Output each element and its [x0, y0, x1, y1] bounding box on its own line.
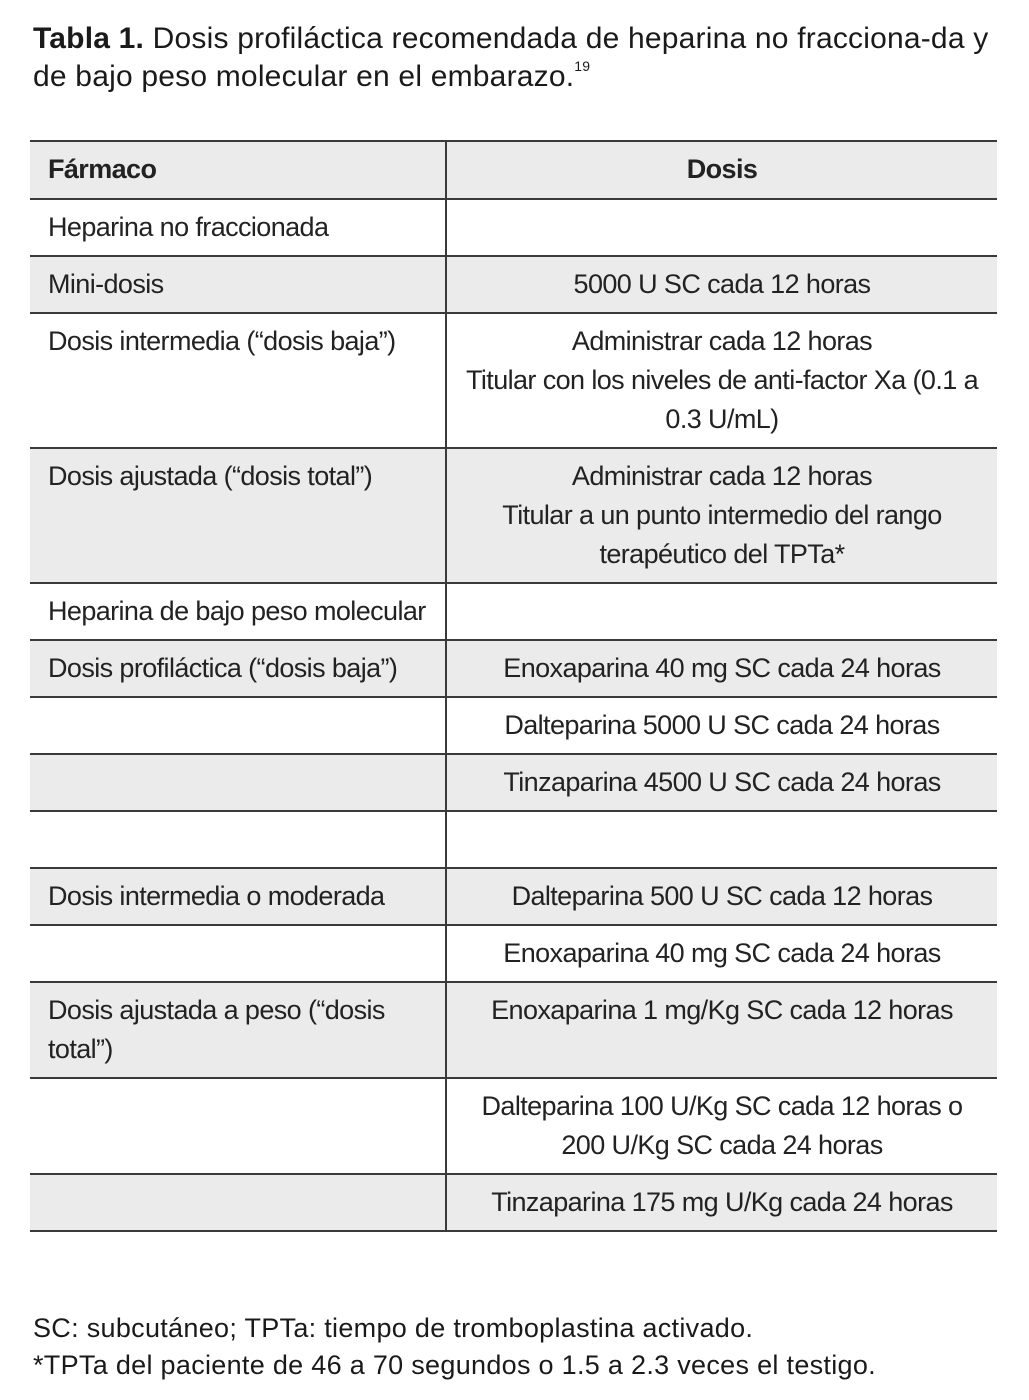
dose-line: Enoxaparina 1 mg/Kg SC cada 12 horas — [491, 995, 953, 1025]
dose-line: Tinzaparina 175 mg U/Kg cada 24 horas — [491, 1187, 953, 1217]
table-row — [30, 754, 997, 811]
table-row — [30, 697, 997, 754]
dose-cell — [446, 1174, 997, 1231]
footnote-tpta: *TPTa del paciente de 46 a 70 segundos o 1.5 a 2.3 veces el testigo. — [33, 1350, 876, 1380]
dose-line: Dalteparina 100 U/Kg SC cada 12 horas o 200 U/Kg SC cada 24 horas — [481, 1091, 963, 1160]
drug-cell: Heparina no fraccionada — [30, 199, 446, 256]
caption-reference: 19 — [574, 58, 591, 74]
dose-cell — [446, 448, 997, 583]
dose-line: Dalteparina 5000 U SC cada 24 horas — [504, 710, 940, 740]
table-row — [30, 256, 997, 313]
table-row — [30, 1174, 997, 1231]
table-row — [30, 199, 997, 256]
drug-cell — [30, 811, 446, 868]
dose-cell — [446, 925, 997, 982]
dose-cell — [446, 1078, 997, 1174]
column-header-drug: Fármaco — [30, 141, 446, 199]
dose-cell — [446, 811, 997, 868]
table-row — [30, 448, 997, 583]
dose-cell — [446, 583, 997, 640]
dose-cell — [446, 754, 997, 811]
dose-line: Dalteparina 500 U SC cada 12 horas — [511, 881, 933, 911]
table-row — [30, 640, 997, 697]
dose-cell — [446, 697, 997, 754]
drug-cell: Dosis ajustada (“dosis total”) — [30, 448, 446, 583]
dose-cell — [446, 199, 997, 256]
dose-line: Administrar cada 12 horas — [571, 461, 873, 491]
table-caption — [33, 20, 1003, 96]
dose-cell — [446, 256, 997, 313]
table-header-row — [30, 141, 997, 199]
dose-cell — [446, 640, 997, 697]
dosage-table — [30, 140, 997, 1232]
drug-cell — [30, 697, 446, 754]
drug-cell — [30, 1078, 446, 1174]
drug-cell: Dosis intermedia o moderada — [30, 868, 446, 925]
drug-cell — [30, 754, 446, 811]
table-row — [30, 811, 997, 868]
table-row — [30, 925, 997, 982]
drug-cell: Dosis ajustada a peso (“dosis total”) — [30, 982, 446, 1078]
drug-cell: Dosis profiláctica (“dosis baja”) — [30, 640, 446, 697]
table-row — [30, 1078, 997, 1174]
dose-cell — [446, 313, 997, 448]
dose-line: Tinzaparina 4500 U SC cada 24 horas — [503, 767, 941, 797]
column-header-dose: Dosis — [446, 141, 997, 199]
table-row — [30, 313, 997, 448]
dose-line: Titular con los niveles de anti-factor Xa (0.1 a 0.3 U/mL) — [466, 365, 978, 434]
drug-cell: Dosis intermedia (“dosis baja”) — [30, 313, 446, 448]
table-row — [30, 583, 997, 640]
dose-line: Enoxaparina 40 mg SC cada 24 horas — [503, 938, 941, 968]
dose-line: Titular a un punto intermedio del rango terapéutico del TPTa* — [502, 500, 942, 569]
drug-cell: Heparina de bajo peso molecular — [30, 583, 446, 640]
table-row — [30, 868, 997, 925]
dose-line: Enoxaparina 40 mg SC cada 24 horas — [503, 653, 941, 683]
caption-text: Dosis profiláctica recomendada de heparina no fracciona-da y de bajo peso molecular en el embarazo. — [33, 22, 989, 93]
drug-cell — [30, 925, 446, 982]
dose-line: Administrar cada 12 horas — [571, 326, 873, 356]
drug-cell — [30, 1174, 446, 1231]
table-footnotes — [33, 1310, 1003, 1384]
caption-label: Tabla 1. — [33, 22, 145, 55]
drug-cell: Mini-dosis — [30, 256, 446, 313]
dose-line: 5000 U SC cada 12 horas — [573, 269, 871, 299]
table-row — [30, 982, 997, 1078]
dose-cell — [446, 982, 997, 1078]
dose-cell — [446, 868, 997, 925]
footnote-abbreviations: SC: subcutáneo; TPTa: tiempo de tromboplastina activado. — [33, 1313, 754, 1343]
